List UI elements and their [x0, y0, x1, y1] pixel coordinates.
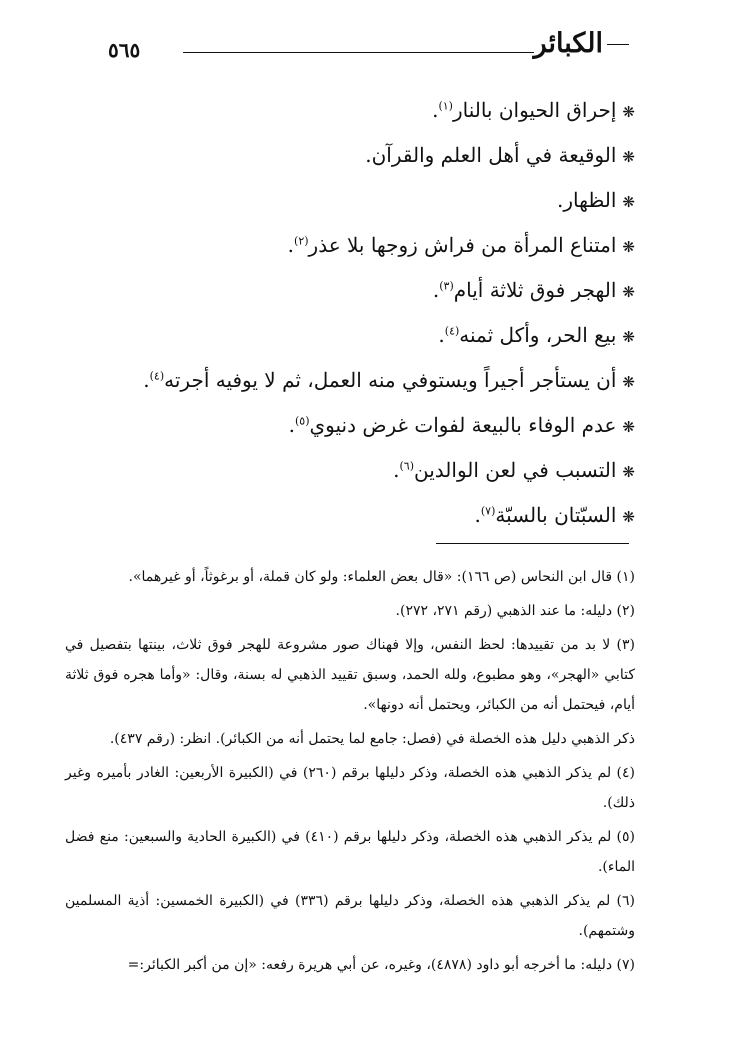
footnote-ref: (٧) — [480, 504, 496, 518]
item-trail: . — [438, 323, 445, 347]
star-bullet: ❋ — [622, 508, 635, 526]
footnote-continuation: ذكر الذهبي دليل هذه الخصلة في (فصل: جامع لما يحتمل أنه من الكبائر). انظر: (رقم ٤٣٧). — [109, 731, 635, 747]
item-text: عدم الوفاء بالبيعة لفوات غرض دنيوي — [309, 413, 617, 437]
item-text: التسبب في لعن الوالدين — [414, 458, 617, 482]
star-bullet: ❋ — [622, 373, 635, 391]
page-number: ٥٦٥ — [108, 38, 141, 62]
star-bullet: ❋ — [622, 418, 635, 436]
list-item — [100, 268, 635, 313]
item-text: السبّتان بالسبّة — [495, 503, 617, 527]
footnote-ref: (٦) — [399, 459, 415, 473]
title-tick — [607, 44, 629, 45]
list-item — [100, 223, 635, 268]
footnote-ref: (٣) — [439, 279, 454, 293]
list-item — [100, 133, 635, 178]
sins-list — [100, 88, 635, 538]
running-title-text: الكبائر — [533, 28, 603, 59]
list-item — [100, 493, 635, 538]
footnote-ref: (٤) — [149, 369, 165, 383]
header-rule — [183, 52, 534, 53]
star-bullet: ❋ — [622, 193, 635, 211]
star-bullet: ❋ — [622, 103, 635, 121]
list-item — [100, 403, 635, 448]
item-trail: . — [432, 278, 440, 302]
footnote-ref: (١) — [438, 99, 453, 113]
star-bullet: ❋ — [622, 283, 635, 301]
list-item — [100, 448, 635, 493]
item-trail: . — [432, 98, 439, 122]
item-trail: . — [287, 233, 295, 257]
item-trail: . — [143, 368, 150, 392]
list-item — [100, 88, 635, 133]
item-text: الهجر فوق ثلاثة أيام — [453, 278, 617, 302]
footnote: (٢) دليله: ما عند الذهبي (رقم ٢٧١، ٢٧٢). — [395, 603, 635, 619]
list-item — [100, 178, 635, 223]
item-text: أن يستأجر أجيراً ويستوفي منه العمل، ثم لا يوفيه أجرته — [164, 368, 617, 392]
footnote: (٥) لم يذكر الذهبي هذه الخصلة، وذكر دليلها برقم (٤١٠) في (الكبيرة الحادية والسبعين: منع فضل الماء). — [65, 829, 635, 875]
footnote: (٣) لا بد من تقييدها: لحظ النفس، وإلا فهناك صور مشروعة للهجر فوق ثلاث، بينتها بتفصيل في كتابي «الهجر»، وهو مطبوع، ولله الحمد، وسبق تقييد الذهبي له بسنة، وقال: «وأما هجره فوق ثلاثة أيام، فيحتمل أنه من الكبائر، ويحتمل أنه دونها». — [65, 637, 635, 713]
footnote-ref: (٢) — [294, 234, 309, 248]
footnote-ref: (٤) — [444, 324, 460, 338]
item-trail: . — [288, 413, 295, 437]
footnote: (١) قال ابن النحاس (ص ١٦٦): «قال بعض العلماء: ولو كان قملة، أو برغوثاً، أو غيرهما». — [128, 569, 635, 585]
footnotes — [65, 562, 635, 984]
item-text: امتناع المرأة من فراش زوجها بلا عذر — [308, 233, 617, 257]
item-trail: . — [474, 503, 481, 527]
star-bullet: ❋ — [622, 238, 635, 256]
footnote-ref: (٥) — [294, 414, 310, 428]
item-text: إحراق الحيوان بالنار — [452, 98, 617, 122]
list-item — [100, 313, 635, 358]
page-header — [108, 28, 629, 68]
item-text: بيع الحر، وأكل ثمنه — [459, 323, 617, 347]
footnote: (٧) دليله: ما أخرجه أبو داود (٤٨٧٨)، وغيره، عن أبي هريرة رفعه: «إن من أكبر الكبائر:= — [127, 957, 635, 973]
star-bullet: ❋ — [622, 463, 635, 481]
item-text: الظهار. — [557, 188, 617, 212]
footnote: (٦) لم يذكر الذهبي هذه الخصلة، وذكر دليلها برقم (٣٣٦) في (الكبيرة الخمسين: أذية المسلمين وشتمهم). — [65, 893, 635, 939]
footnote-separator — [436, 543, 629, 544]
star-bullet: ❋ — [622, 328, 635, 346]
item-text: الوقيعة في أهل العلم والقرآن. — [365, 143, 617, 167]
running-title — [534, 28, 629, 59]
item-trail: . — [393, 458, 400, 482]
footnote: (٤) لم يذكر الذهبي هذه الخصلة، وذكر دليلها برقم (٢٦٠) في (الكبيرة الأربعين: الغادر بأميره وغير ذلك). — [65, 765, 635, 811]
star-bullet: ❋ — [622, 148, 635, 166]
list-item — [100, 358, 635, 403]
